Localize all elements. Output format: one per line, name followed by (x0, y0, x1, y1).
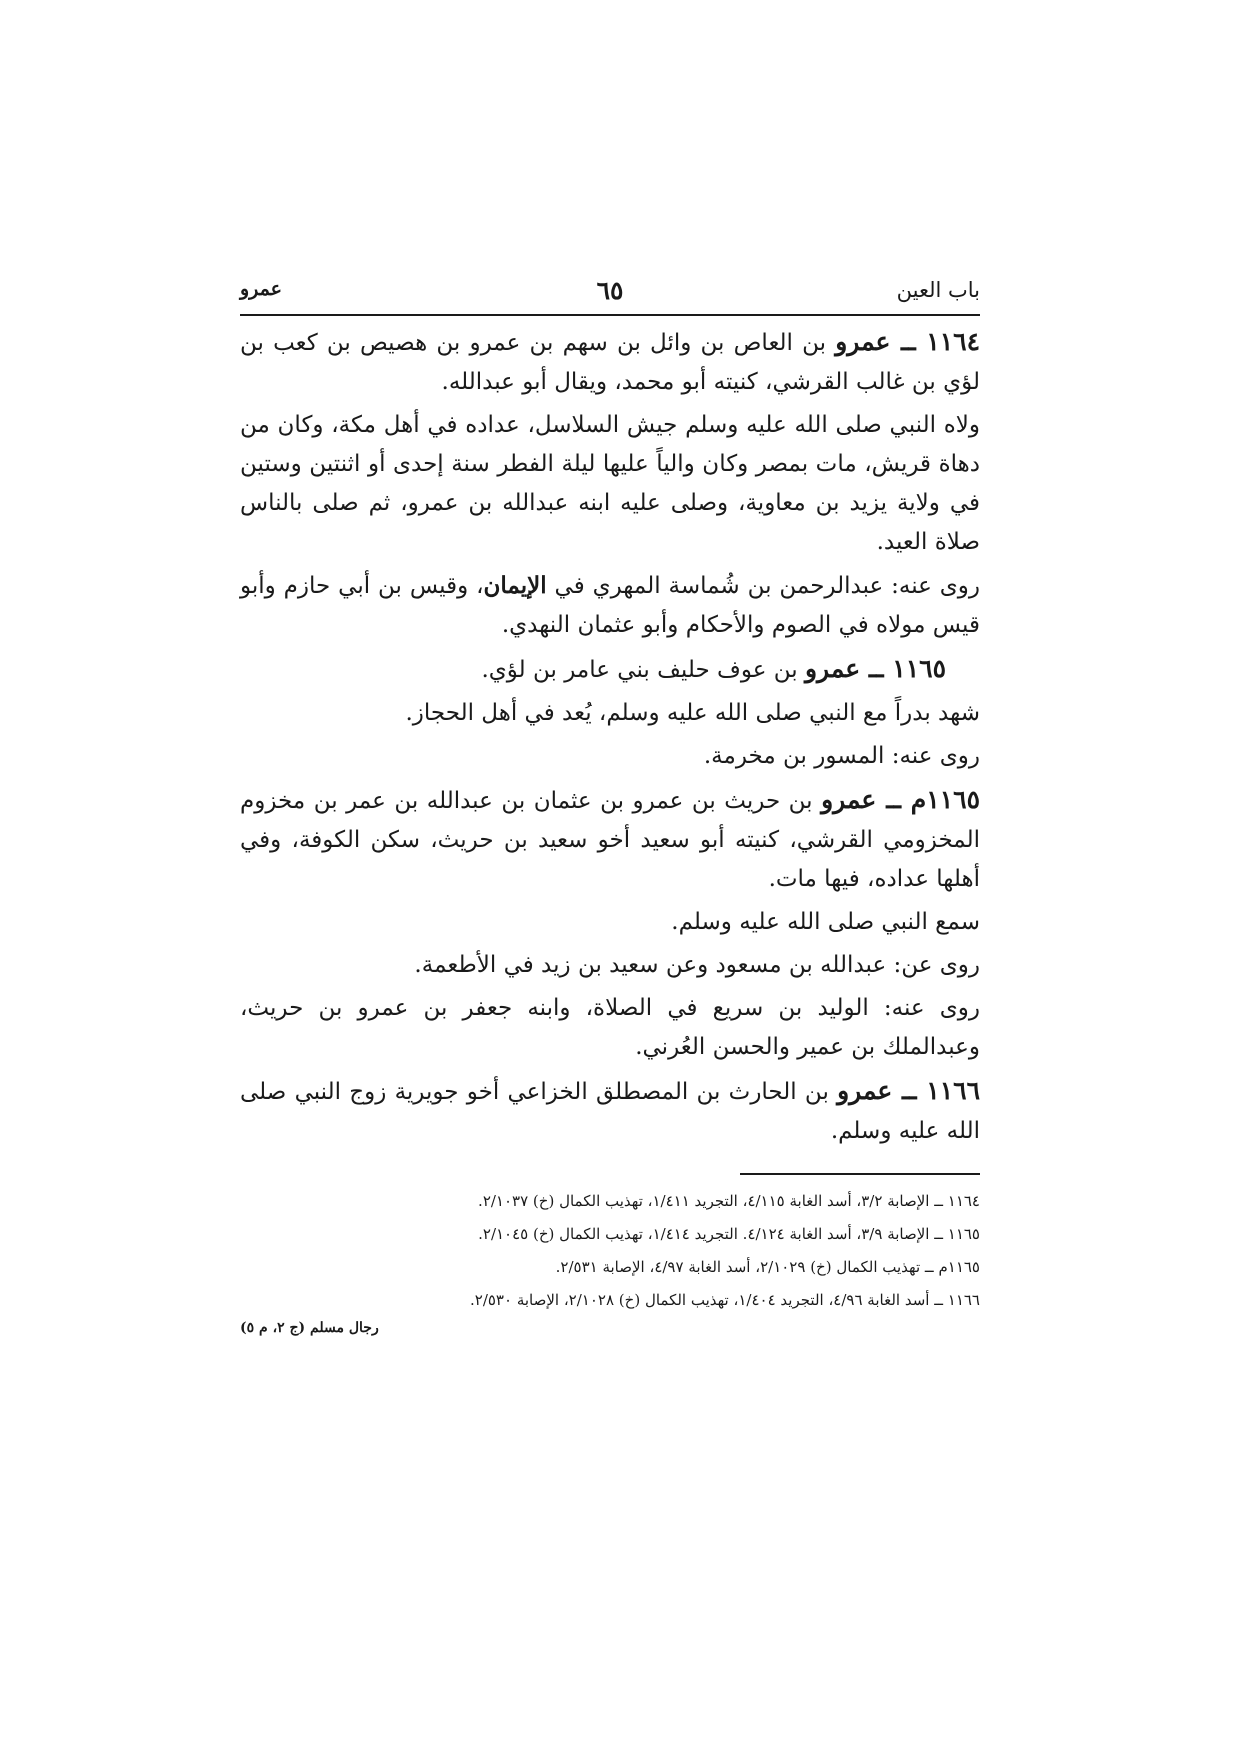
entry-dash: ــ (860, 654, 893, 683)
entry-intro: بن الحارث بن المصطلق الخزاعي أخو جويرية زوج النبي صلى الله عليه وسلم. (240, 1079, 980, 1144)
entry-intro: بن حريث بن عمرو بن عثمان بن عبدالله بن عمر بن مخزوم المخزومي القرشي، كنيته أبو سعيد أخو سعيد بن حريث، سكن الكوفة، وفي أهلها عداده، فيها مات. (240, 788, 980, 892)
running-title: عمرو (240, 278, 282, 300)
entry-number: ١١٦٥ (892, 654, 946, 683)
entries-body (240, 322, 980, 1151)
entry-number: ١١٦٦ (926, 1076, 980, 1105)
entry-1165m-narrators: روى عنه: الوليد بن سريع في الصلاة، وابنه جعفر بن عمرو بن حريث، وعبدالملك بن عمير والحسن العُرني. (240, 995, 980, 1060)
entry-dash: ــ (892, 1076, 927, 1105)
signature-mark: رجال مسلم (ج ٢، م ٥) (240, 1320, 379, 1336)
entry-1166-heading (240, 1071, 980, 1151)
narrators-part-b: ، وقيس بن أبي حازم وأبو قيس مولاه في الصوم والأحكام وأبو عثمان النهدي. (240, 573, 980, 638)
chapter-title: باب العين (896, 278, 980, 302)
entry-number: ١١٦٥م (910, 785, 980, 814)
page-number: ٦٥ (596, 276, 624, 305)
entry-dash: ــ (890, 327, 927, 356)
entry-name: عمرو (821, 785, 877, 814)
footnote-1164: ١١٦٤ ــ الإصابة ٣/٢، أسد الغابة ٤/١١٥، التجريد ١/٤١١، تهذيب الكمال (خ) ٢/١٠٣٧. (478, 1192, 980, 1210)
book-page (240, 270, 980, 1339)
entry-number: ١١٦٤ (926, 327, 980, 356)
footnote-divider (740, 1173, 980, 1175)
entry-name: عمرو (835, 327, 891, 356)
page-header (240, 270, 980, 316)
entry-1164-heading (240, 322, 980, 402)
entry-1165m-heading (240, 780, 980, 899)
entry-1164-bio: ولاه النبي صلى الله عليه وسلم جيش السلاسل، عداده في أهل مكة، وكان من دهاة قريش، مات بمصر وكان والياً عليها ليلة الفطر سنة إحدى أو اثنتين وستين في ولاية يزيد بن معاوية، وصلى عليه ابنه عبدالله بن عمرو، ثم صلى بالناس صلاة العيد. (240, 412, 980, 555)
entry-intro: بن العاص بن وائل بن سهم بن عمرو بن هصيص بن كعب بن لؤي بن غالب القرشي، كنيته أبو محمد، ويقال أبو عبدالله. (240, 330, 980, 395)
entry-1165m-heard: سمع النبي صلى الله عليه وسلم. (671, 909, 980, 935)
entry-1165-narrators: روى عنه: المسور بن مخرمة. (703, 743, 980, 769)
footnote-1165: ١١٦٥ ــ الإصابة ٣/٩، أسد الغابة ٤/١٢٤. التجريد ١/٤١٤، تهذيب الكمال (خ) ٢/١٠٤٥. (478, 1225, 980, 1243)
entry-name: عمرو (804, 654, 861, 683)
footnote-1165m: ١١٦٥م ــ تهذيب الكمال (خ) ٢/١٠٢٩، أسد الغابة ٤/٩٧، الإصابة ٢/٥٣١. (555, 1258, 980, 1276)
narrators-part-a: روى عنه: عبدالرحمن بن شُماسة المهري في (546, 573, 980, 599)
footnote-1166: ١١٦٦ ــ أسد الغابة ٤/٩٦، التجريد ١/٤٠٤، تهذيب الكمال (خ) ٢/١٠٢٨، الإصابة ٢/٥٣٠. (469, 1291, 980, 1309)
book-reference: الإيمان (483, 572, 547, 599)
entry-intro: بن عوف حليف بني عامر بن لؤي. (481, 657, 805, 683)
entry-dash: ــ (876, 785, 911, 814)
entry-1165-heading (240, 649, 980, 690)
footnotes (240, 1185, 980, 1339)
entry-1164-narrators (240, 566, 980, 645)
entry-1165-bio: شهد بدراً مع النبي صلى الله عليه وسلم، يُعد في أهل الحجاز. (405, 700, 980, 726)
entry-name: عمرو (837, 1076, 893, 1105)
entry-1165m-narrated-from: روى عن: عبدالله بن مسعود وعن سعيد بن زيد في الأطعمة. (414, 952, 980, 978)
